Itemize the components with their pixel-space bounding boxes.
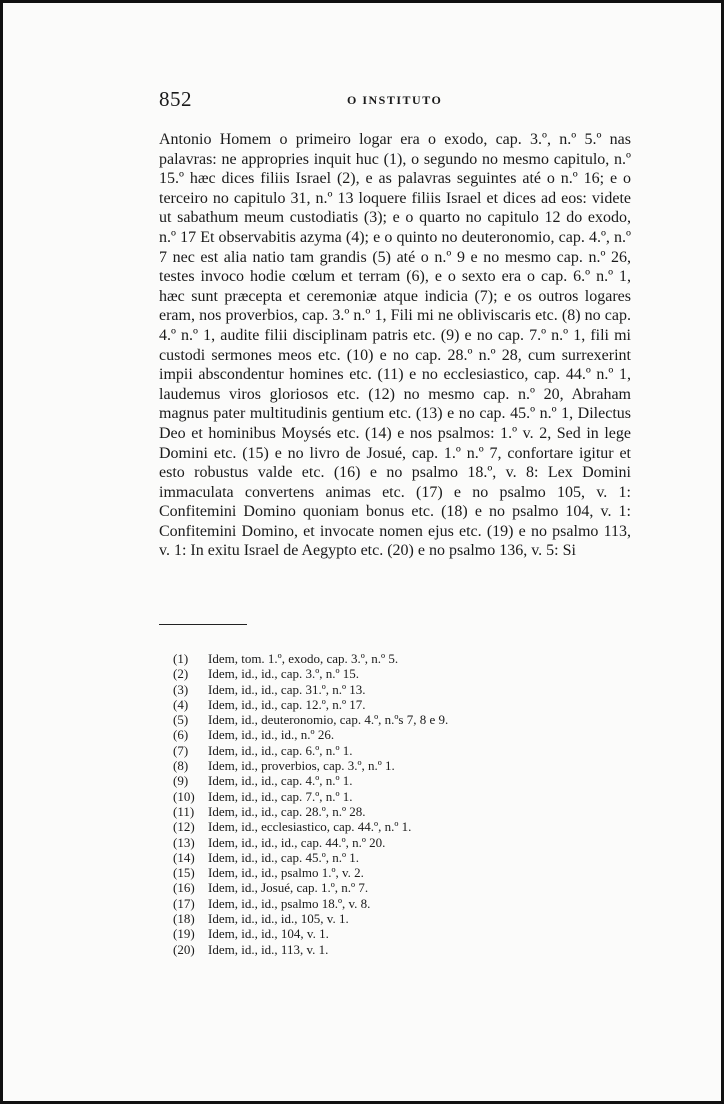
footnote [173,926,593,941]
footnote-text: Idem, tom. 1.º, exodo, cap. 3.º, n.º 5. [208,651,399,666]
footnote-number: (16) [173,880,195,896]
footnote-number: (15) [173,865,195,881]
footnote [173,865,593,880]
footnote [173,819,593,834]
footnote [173,651,593,666]
footnote-number: (18) [173,911,195,927]
footnote [173,835,593,850]
footnote-number: (2) [173,666,189,682]
footnote [173,666,593,681]
footnote-number: (13) [173,834,195,850]
footnote-text: Idem, id., id., cap. 4.º, n.º 1. [208,773,353,789]
footnote-text: Idem, id., Josué, cap. 1.º, n.º 7. [208,880,369,896]
footnote-text: Idem, id., id., psalmo 1.º, v. 2. [208,865,364,881]
footnote [173,712,593,727]
footnote-number: (12) [173,819,195,835]
footnote-number: (8) [173,758,189,774]
footnote-text: Idem, id., id., cap. 45.º, n.º 1. [208,849,360,865]
footnote-number: (5) [173,712,189,728]
page-number: 852 [159,87,192,111]
footnote-number: (11) [173,803,195,819]
footnote-text: Idem, id., id., cap. 31.º, n.º 13. [208,681,366,697]
footnote [173,758,593,773]
footnote-text: Idem, id., id., id., n.º 26. [208,727,335,743]
body-paragraph: Antonio Homem o primeiro logar era o exodo, cap. 3.º, n.º 5.º nas palavras: ne appropries inquit huc (1), o segundo no mesmo capitulo, n.º 15.º hæc dices filiis Israel (2), e as palavras seguintes até o n.º 16; e o terceiro no capitulo 31, n.º 13 loquere filiis Israel et dices ad eos: videte ut sabathum meum custodiatis (3); e o quarto no capitulo 12 do exodo, n.º 17 Et observabitis azyma (4); e o quinto no deuteronomio, cap. 4.º, n.º 7 nec est alia natio tam grandis (5) até o n.º 9 e no mesmo cap. n.º 26, testes invoco hodie cœlum et terram (6), e o sexto era o cap. 6.º n.º 1, hæc sunt præcepta et ceremoniæ atque indicia (7); e os outros logares eram, nos proverbios, cap. 3.º n.º 1, Fili mi ne obliviscaris etc. (8) no cap. 4.º n.º 1, audite filii disciplinam patris etc. (9) e no cap. 7.º n.º 1, fili mi custodi sermones meos etc. (10) e no cap. 28.º n.º 28, cum surrexerint impii abscondentur homines etc. (11) e no ecclesiastico, cap. 44.º n.º 1, laudemus viros gloriosos etc. (12) no mesmo cap. n.º 20, Abraham magnus pater multitudinis gentium etc. (13) e no cap. 45.º n.º 1, Dilectus Deo et hominibus Moysés etc. (14) e nos psalmos: 1.º v. 2, Sed in lege Domini etc. (15) e no livro de Josué, cap. 1.º n.º 7, confortare igitur et esto robustus valde etc. (16) e no psalmo 18.º, v. 8: Lex Domini immaculata convertens animas etc. (17) e no psalmo 105, v. 1: Confitemini Domino quoniam bonus etc. (18) e no psalmo 104, v. 1: Confitemini Domino, et invocate nomen ejus etc. (19) e no psalmo 113, v. 1: In exitu Israel de Aegypto etc. (20) e no psalmo 136, v. 5: Si [159,131,631,560]
running-title: O INSTITUTO [347,93,443,107]
footnote-text: Idem, id., id., 104, v. 1. [208,926,329,942]
footnote-text: Idem, id., id., psalmo 18.º, v. 8. [208,895,371,911]
footnote [173,896,593,911]
footnote [173,880,593,895]
footnotes [173,651,593,957]
footnote-number: (7) [173,742,189,758]
footnote-text: Idem, id., id., cap. 12.º, n.º 17. [208,696,366,712]
footnote-text: Idem, id., id., id., cap. 44.º, n.º 20. [208,834,386,850]
footnote-text: Idem, id., deuteronomio, cap. 4.º, n.ºs 7, 8 e 9. [208,712,449,728]
footnote-text: Idem, id., id., cap. 28.º, n.º 28. [208,803,366,819]
footnote [173,804,593,819]
footnote [173,727,593,742]
footnote-number: (6) [173,727,189,743]
footnote-text: Idem, id., ecclesiastico, cap. 44.º, n.º 1. [208,819,412,835]
footnote-text: Idem, id., id., cap. 7.º, n.º 1. [208,788,353,804]
footnote [173,697,593,712]
footnote-number: (4) [173,696,189,712]
footnote-number: (1) [173,651,189,666]
footnote [173,682,593,697]
footnote-number: (17) [173,895,195,911]
footnote-separator [159,624,247,625]
footnote [173,911,593,926]
footnote-number: (20) [173,941,195,957]
footnote [173,942,593,957]
footnote-number: (14) [173,849,195,865]
page-header [159,87,629,111]
footnote [173,850,593,865]
footnote [173,743,593,758]
footnote-text: Idem, id., id., id., 105, v. 1. [208,911,349,927]
footnote-text: Idem, id., id., cap. 6.º, n.º 1. [208,742,353,758]
footnote-text: Idem, id., id., 113, v. 1. [208,941,329,957]
footnote-number: (9) [173,773,189,789]
footnote [173,789,593,804]
footnote-number: (19) [173,926,195,942]
footnote [173,773,593,788]
footnote-number: (10) [173,788,195,804]
footnote-text: Idem, id., id., cap. 3.º, n.º 15. [208,666,360,682]
body-text [159,130,631,561]
footnote-text: Idem, id., proverbios, cap. 3.º, n.º 1. [208,758,395,774]
footnote-number: (3) [173,681,189,697]
